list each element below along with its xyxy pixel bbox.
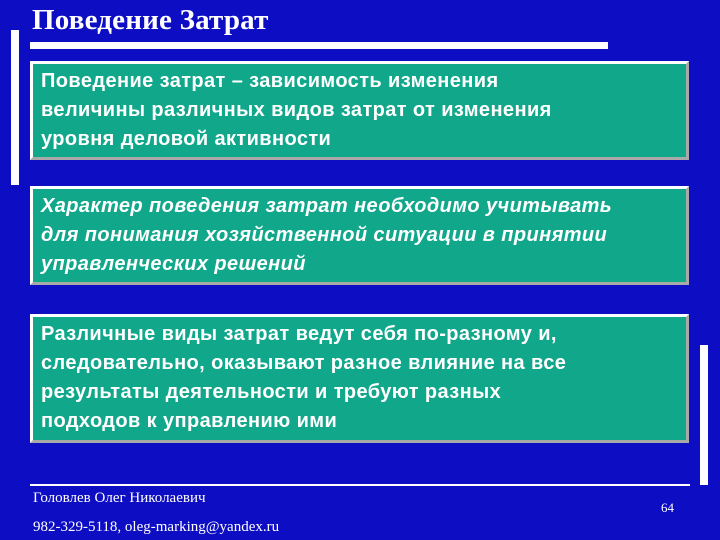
- slide-title: Поведение Затрат: [32, 4, 269, 36]
- variation-box: [30, 314, 689, 443]
- variation-text: Различные виды затрат ведут себя по-разному и, следовательно, оказывают разное влияние на все результаты деятельности и требуют разных подходов к управлению ими: [41, 323, 567, 432]
- footer-divider: [30, 484, 690, 486]
- title-underline: [30, 42, 608, 49]
- right-accent-bar: [700, 345, 708, 485]
- page-number: 64: [661, 500, 674, 515]
- definition-text: Поведение затрат – зависимость изменения величины различных видов затрат от изменения уровня деловой активности: [41, 70, 552, 150]
- footer-contacts: 982-329-5118, oleg-marking@yandex.ru: [33, 519, 280, 535]
- importance-text: Характер поведения затрат необходимо учитывать для понимания хозяйственной ситуации в принятии управленческих решений: [41, 195, 613, 275]
- importance-box: [30, 186, 689, 285]
- definition-box: [30, 61, 689, 160]
- footer-author: Головлев Олег Николаевич: [33, 490, 206, 506]
- left-accent-bar: [11, 30, 19, 185]
